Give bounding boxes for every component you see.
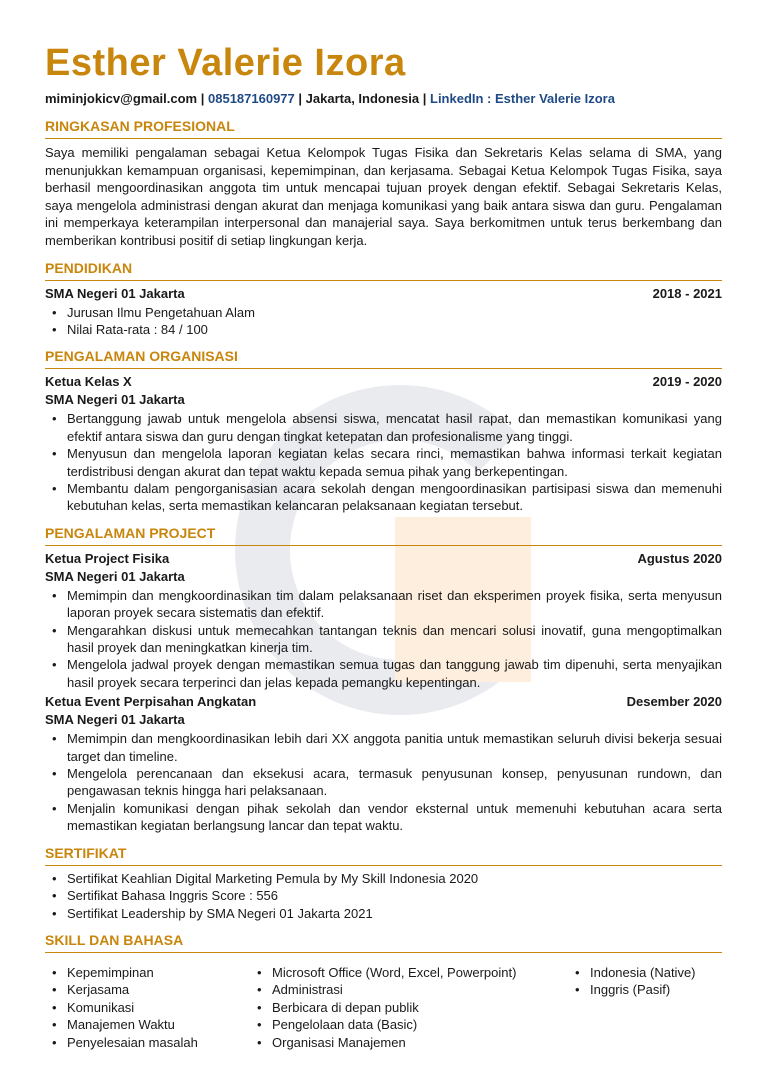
resume bbox=[45, 40, 722, 1051]
school: SMA Negeri 01 Jakarta bbox=[45, 285, 185, 301]
list-item: • Komunikasi bbox=[45, 999, 250, 1016]
separator: | bbox=[200, 91, 205, 106]
location: Jakarta, Indonesia bbox=[305, 91, 420, 106]
list-item: • Menjalin komunikasi dengan pihak sekolah dan vendor eksternal untuk memenuhi kebutuhan acara serta memastikan kegiatan berlangsung lancar dan tepat waktu. bbox=[45, 800, 722, 835]
skills-column bbox=[250, 964, 568, 1051]
period: Desember 2020 bbox=[626, 694, 722, 710]
email[interactable]: miminjokicv@gmail.com bbox=[45, 91, 198, 106]
list-item: • Organisasi Manajemen bbox=[250, 1034, 568, 1051]
organization: SMA Negeri 01 Jakarta bbox=[45, 712, 185, 728]
list-item: • Membantu dalam pengorganisasian acara sekolah dengan mengoordinasikan partisipasi siswa dan memenuhi kebutuhan kelas, serta memastikan kelancaran pelaksanaan kegiatan tersebut. bbox=[45, 480, 722, 515]
list-item: • Inggris (Pasif) bbox=[568, 981, 696, 998]
list-item: • Pengelolaan data (Basic) bbox=[250, 1016, 568, 1033]
linkedin-link[interactable]: LinkedIn : Esther Valerie Izora bbox=[430, 91, 615, 106]
project-entry bbox=[45, 550, 722, 568]
list-item: • Bertanggung jawab untuk mengelola absensi siswa, mencatat hasil rapat, dan memastikan komunikasi yang efektif antara siswa dan guru dengan tingkat ketepatan dan profesionalisme yang tinggi. bbox=[45, 410, 722, 445]
list-item: • Microsoft Office (Word, Excel, Powerpoint) bbox=[250, 964, 568, 981]
summary-text: Saya memiliki pengalaman sebagai Ketua Kelompok Tugas Fisika dan Sekretaris Kelas selama di SMA, yang menunjukkan kemampuan organisasi, kepemimpinan, dan kerjasama. Sebagai Ketua Kelompok Tugas Fisika, saya berhasil mengoordinasikan anggota tim untuk mencapai tujuan proyek dengan efektif. Sebagai Sekretaris Kelas, saya mengelola administrasi dengan akurat dan menjaga komunikasi yang baik antara siswa dan guru. Pengalaman ini memperkaya keterampilan interpersonal dan manajerial saya. Saya berkomitmen untuk terus berkembang dan memberikan kontribusi positif di setiap lingkungan kerja. bbox=[45, 145, 722, 248]
list-item: • Memimpin dan mengkoordinasikan lebih dari XX anggota panitia untuk memastikan seluruh divisi bekerja sesuai target dan timeline. bbox=[45, 730, 722, 765]
list-item: • Jurusan Ilmu Pengetahuan Alam bbox=[45, 304, 722, 321]
separator: | bbox=[422, 91, 427, 106]
role: Ketua Project Fisika bbox=[45, 550, 170, 566]
section-title-certificates: SERTIFIKAT bbox=[45, 844, 722, 866]
skills-columns bbox=[45, 963, 722, 1051]
phone[interactable]: 085187160977 bbox=[208, 91, 295, 106]
section-title-education: PENDIDIKAN bbox=[45, 259, 722, 281]
list-item: • Indonesia (Native) bbox=[568, 964, 696, 981]
organization: SMA Negeri 01 Jakarta bbox=[45, 568, 185, 584]
certificate-list bbox=[45, 870, 722, 922]
list-item: • Berbicara di depan publik bbox=[250, 999, 568, 1016]
list-item: • Sertifikat Leadership by SMA Negeri 01 Jakarta 2021 bbox=[45, 905, 722, 922]
list-item: • Penyelesaian masalah bbox=[45, 1034, 250, 1051]
list-item: • Administrasi bbox=[250, 981, 568, 998]
contact-line bbox=[45, 90, 722, 108]
list-item: • Menyusun dan mengelola laporan kegiatan kelas secara rinci, memastikan bahwa informasi terkait kegiatan terdistribusi dengan akurat dan tepat waktu kepada semua pihak yang berkepentingan. bbox=[45, 445, 722, 480]
org-entry bbox=[45, 373, 722, 391]
candidate-name: Esther Valerie Izora bbox=[45, 42, 406, 84]
role: Ketua Kelas X bbox=[45, 374, 132, 390]
separator: | bbox=[298, 91, 303, 106]
list-item: • Kerjasama bbox=[45, 981, 250, 998]
project-bullets bbox=[45, 587, 722, 691]
section-title-summary: RINGKASAN PROFESIONAL bbox=[45, 117, 722, 139]
list-item: • Sertifikat Bahasa Inggris Score : 556 bbox=[45, 887, 722, 904]
list-item: • Mengelola perencanaan dan eksekusi acara, termasuk penyusunan konsep, penyusunan rundown, dan pengawasan teknis hingga hari pelaksanaan. bbox=[45, 765, 722, 800]
section-title-skills: SKILL DAN BAHASA bbox=[45, 931, 722, 953]
list-item: • Kepemimpinan bbox=[45, 964, 250, 981]
period: Agustus 2020 bbox=[637, 550, 722, 566]
period: 2019 - 2020 bbox=[652, 374, 722, 390]
list-item: • Nilai Rata-rata : 84 / 100 bbox=[45, 321, 722, 338]
period: 2018 - 2021 bbox=[652, 285, 722, 301]
list-item: • Manajemen Waktu bbox=[45, 1016, 250, 1033]
project-bullets bbox=[45, 730, 722, 834]
language-column bbox=[568, 964, 696, 1051]
project-entry bbox=[45, 693, 722, 711]
list-item: • Memimpin dan mengkoordinasikan tim dalam pelaksanaan riset dan eksperimen proyek fisika, serta menyusun laporan proyek secara sistematis dan efektif. bbox=[45, 587, 722, 622]
skills-column bbox=[45, 964, 250, 1051]
section-title-organization: PENGALAMAN ORGANISASI bbox=[45, 347, 722, 369]
education-bullets bbox=[45, 304, 722, 339]
list-item: • Mengelola jadwal proyek dengan memastikan semua tugas dan tanggung jawab tim dipenuhi, serta menyajikan hasil proyek secara terperinci dan jelas kepada pemangku kepentingan. bbox=[45, 656, 722, 691]
education-entry bbox=[45, 285, 722, 303]
list-item: • Sertifikat Keahlian Digital Marketing Pemula by My Skill Indonesia 2020 bbox=[45, 870, 722, 887]
list-item: • Mengarahkan diskusi untuk memecahkan tantangan teknis dan mencari solusi inovatif, guna mengoptimalkan hasil proyek dan meningkatkan kinerja tim. bbox=[45, 622, 722, 657]
role: Ketua Event Perpisahan Angkatan bbox=[45, 694, 257, 710]
org-bullets bbox=[45, 410, 722, 514]
organization: SMA Negeri 01 Jakarta bbox=[45, 392, 185, 408]
section-title-projects: PENGALAMAN PROJECT bbox=[45, 524, 722, 546]
